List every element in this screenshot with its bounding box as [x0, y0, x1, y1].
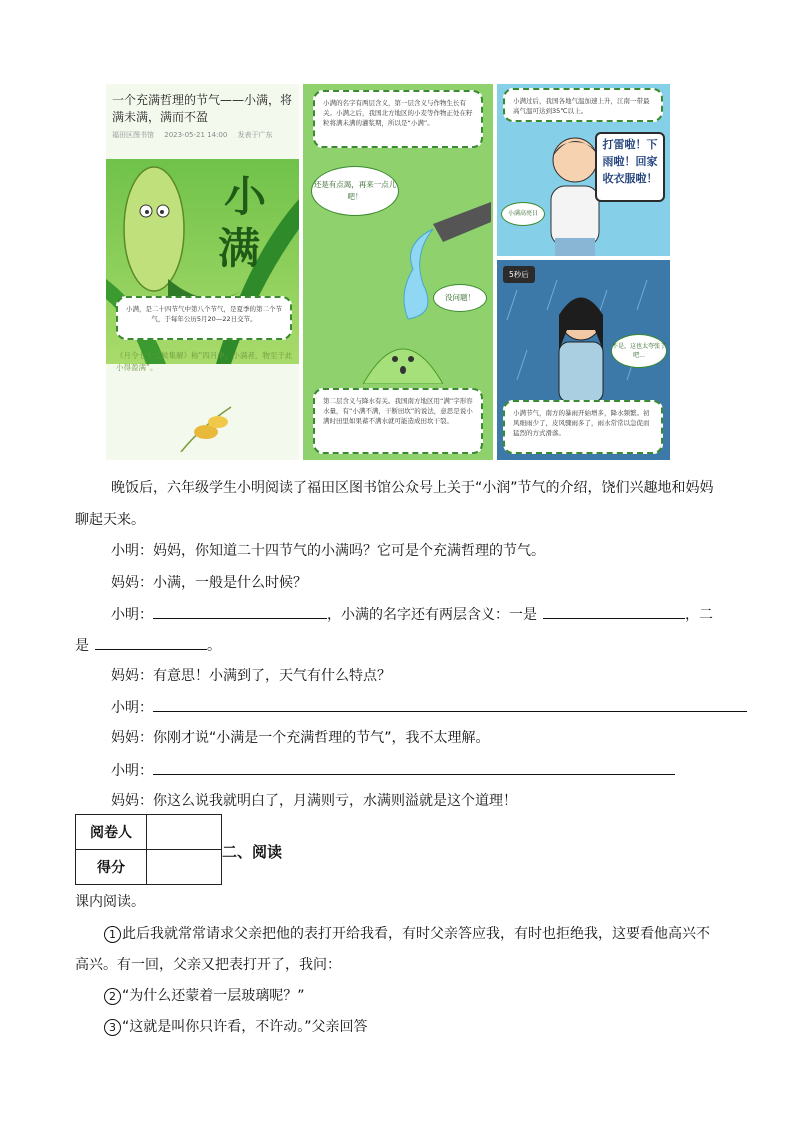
- speech-bubble-thirsty: 还是有点渴，再来一点儿吧！: [311, 166, 399, 216]
- reading-text: “这就是叫你只许看，不许动。”父亲回答: [122, 1019, 368, 1035]
- grading-table: [75, 814, 222, 885]
- reading-para-3: [104, 1017, 368, 1037]
- answer-blank-when[interactable]: [153, 604, 327, 619]
- dialogue-line-9: [111, 760, 675, 781]
- answer-blank-meaning-one[interactable]: [543, 604, 685, 619]
- intro-box: 小满，是二十四节气中第八个节气，是夏季的第二个节气，于每年公历5月20—22日交节。: [116, 296, 292, 340]
- score-label: 得分: [76, 850, 147, 885]
- rice-ear-icon: [176, 402, 236, 452]
- dialogue-text: ，二: [685, 607, 713, 623]
- dialogue-line-5: [75, 635, 221, 656]
- comic-panel-1: [106, 84, 299, 460]
- speaker-label: 小明：: [111, 607, 153, 623]
- section-intro: 课内阅读。: [75, 894, 145, 910]
- speech-bubble-exaggerated: 不是，这也太夸张了吧...: [611, 334, 667, 368]
- paragraph-intro-line1: 晚饭后，六年级学生小明阅读了福田区图书馆公众号上关于“小润”节气的介绍，饶们兴趣地和妈妈: [111, 480, 714, 496]
- answer-blank-meaning-two[interactable]: [95, 635, 207, 650]
- comic-panel-2: [303, 84, 493, 460]
- seedling-character-icon: [363, 324, 443, 384]
- paragraph-intro-line2: 聊起天来。: [75, 512, 145, 528]
- title-char-xiao: 小: [224, 172, 267, 221]
- comic-panel-4: [497, 260, 670, 460]
- reading-para-1-line2: 高兴。有一回，父亲又把表打开了，我问：: [75, 957, 341, 973]
- dialogue-text: 。: [207, 638, 221, 654]
- dialogue-text: 是: [75, 638, 89, 654]
- reading-text: “为什么还蒙着一层玻璃呢？”: [122, 988, 305, 1004]
- dialogue-line-7: [111, 697, 747, 718]
- temperature-box: 小满过后，我国各地气温加速上升，江南一带最高气温可达到35℃以上。: [503, 88, 663, 122]
- dialogue-line-2: 小明：妈妈，你知道二十四节气的小满吗？它可是个充满哲理的节气。: [111, 543, 545, 559]
- intro-quote: 《月令七十二候集解》称“四月中，小满者，物至于此小得盈满”。: [116, 351, 293, 372]
- answer-blank-weather[interactable]: [153, 697, 747, 712]
- title-char-man: 满: [218, 224, 261, 273]
- dialogue-text: ，小满的名字还有两层含义：一是: [327, 607, 537, 623]
- reading-para-2: [104, 986, 305, 1006]
- score-cell[interactable]: [147, 850, 222, 885]
- dialogue-line-10: 妈妈：你这么说我就明白了，月满则亏，水满则溢就是这个道理！: [111, 793, 517, 809]
- answer-blank-philosophy[interactable]: [153, 760, 675, 775]
- section-title: 二、阅读: [222, 843, 283, 861]
- dialogue-line-3: 妈妈：小满，一般是什么时候？: [111, 575, 307, 591]
- circled-number-2: 2: [104, 988, 121, 1005]
- small-bubble: 小满高亮日: [501, 202, 545, 226]
- article-location: 发表于广东: [237, 131, 273, 139]
- shout-bubble: 打雷啦！下雨啦！回家收衣服啦！: [595, 132, 665, 202]
- grader-cell[interactable]: [147, 815, 222, 850]
- article-source: 福田区图书馆: [112, 131, 154, 139]
- grader-label: 阅卷人: [76, 815, 147, 850]
- reading-para-1-line1: [104, 924, 710, 944]
- speaker-label: 小明：: [111, 700, 153, 716]
- rain-box: 小满节气，南方的暴雨开始增多，降水频繁。初风细雨少了，皮风骤雨多了，雨水常常以急促而猛烈的方式滑落。: [503, 400, 663, 454]
- comic-panel-3: [497, 84, 670, 256]
- circled-number-1: 1: [104, 926, 121, 943]
- meaning-two-box: 第二层含义与降水有关。我国南方地区用“满”字形容水量，有“小满不满，干断田坎”的说法，意思是说小满时田里如果蓄不满水就可能造成田坎干裂。: [313, 388, 483, 454]
- speech-bubble-no-problem: 没问题！: [433, 284, 487, 312]
- reading-text: 此后我就常常请求父亲把他的表打开给我看，有时父亲答应我，有时也拒绝我，这要看他高兴不: [122, 926, 710, 942]
- circled-number-3: 3: [104, 1019, 121, 1036]
- dialogue-line-8: 妈妈：你刚才说“小满是一个充满哲理的节气”，我不太理解。: [111, 730, 490, 746]
- article-date: 2023-05-21 14:00: [164, 131, 228, 139]
- comic-strip: [106, 84, 670, 460]
- speaker-label: 小明：: [111, 763, 153, 779]
- dialogue-line-4: [111, 604, 713, 625]
- article-meta: [112, 130, 273, 140]
- time-tag: 5秒后: [503, 266, 535, 283]
- article-header: 一个充满哲理的节气——小满，将满未满，满而不盈: [112, 93, 293, 124]
- dialogue-line-6: 妈妈：有意思！小满到了，天气有什么特点？: [111, 668, 391, 684]
- meaning-one-box: 小满的名字有两层含义，第一层含义与作物生长有关。小满之后，我国北方地区的小麦等作物正处在籽粒将满未满的灌浆期，所以是“小满”。: [313, 90, 483, 148]
